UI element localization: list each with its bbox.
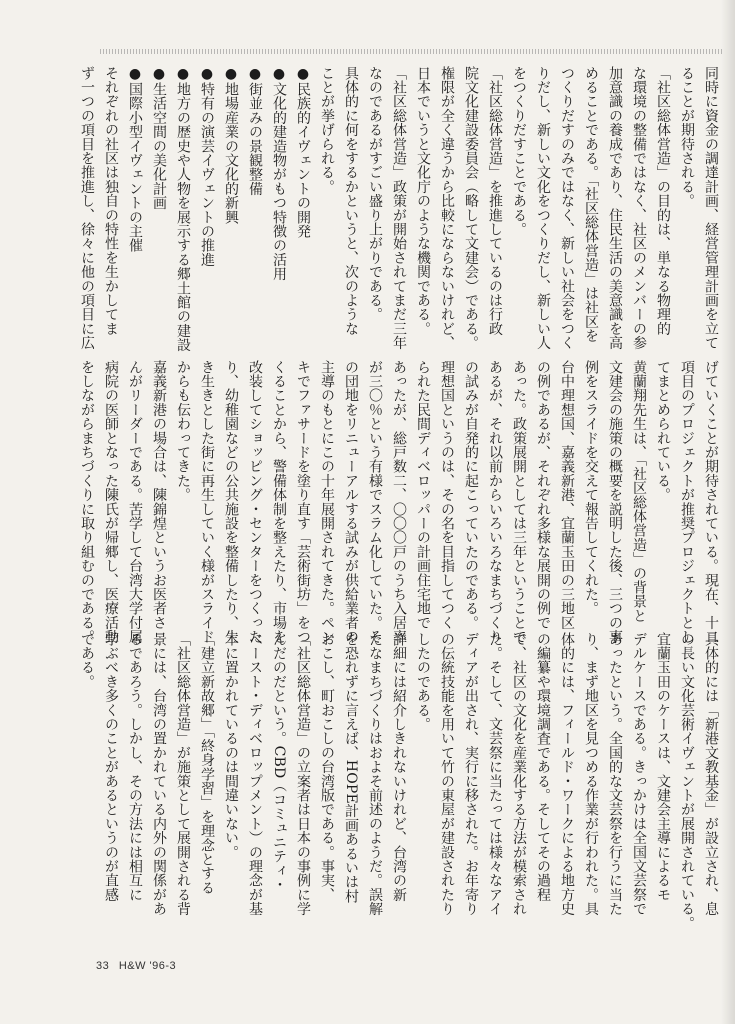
text-line: の伝統技能を用いて竹の東屋が建設されたり — [439, 632, 455, 916]
page-number: 33 — [96, 960, 110, 972]
text-line: つくりだすのみではなく、新しい社会をつく — [559, 66, 575, 350]
text-line: あったが、総戸数二、〇〇〇戸のうち入居率 — [391, 360, 407, 644]
text-line: からも伝わってきた。 — [175, 360, 191, 502]
text-line: 「社区総体営造」を推進しているのは行政 — [487, 66, 503, 336]
text-line: んがリーダーである。苦学して台湾大学付属 — [127, 360, 143, 644]
text-line: 景には、台湾の置かれている内外の関係があ — [151, 632, 167, 916]
text-line: をしながらまちづくりに取り組むのである。 — [79, 360, 95, 644]
text-line: ●文化的建造物がもつ特徴の活用 — [271, 66, 287, 281]
text-line: 項目のプロジェクトが推奨プロジェクトとし — [679, 360, 695, 644]
text-line: り、まず地区を見つめる作業が行われた。具 — [583, 632, 599, 916]
text-line: ベースト・ディベロップメント）の理念が基 — [247, 632, 263, 916]
text-line: んだのだという。CBD（コミュニティ・ — [271, 632, 287, 893]
text-line: げていくことが期待されている。現在、十二 — [703, 360, 719, 644]
header-dotted-rule — [100, 49, 722, 54]
text-line: ることが期待される。 — [679, 66, 695, 208]
text-line: 院文化建設委員会（略して文建会）である。 — [463, 66, 479, 350]
text-line: るであろう。しかし、その方法には相互に — [127, 632, 143, 902]
text-line: ●地場産業の文化的新興 — [223, 66, 239, 225]
text-line: の例であるが、それぞれ多様な展開の例で — [535, 360, 551, 630]
text-line: な環境の整備ではなく、社区のメンバーの参 — [631, 66, 647, 350]
text-line: 加意識の養成であり、住民生活の美意識を高 — [607, 66, 623, 350]
text-line: き生きとした街に再生していく様がスライド — [199, 360, 215, 644]
text-line: ●特有の演芸イヴェントの推進 — [199, 66, 215, 267]
text-line: てまとめられている。 — [655, 360, 671, 502]
text-line: 具体的に何をするかというと、次のような — [343, 66, 359, 336]
text-line: である。 — [79, 632, 95, 689]
text-line: 宜蘭玉田のケースは、文建会主導によるモ — [655, 632, 671, 902]
text-line: あったという。全国的な文芸祭を行うに当た — [607, 632, 623, 916]
text-line: の編纂や環境調査である。そしてその過程 — [535, 632, 551, 902]
text-line: 台中理想国、嘉義新港、宜蘭玉田の三地区 — [559, 360, 575, 630]
text-line: ●民族的イヴェントの開発 — [295, 66, 311, 239]
text-column-upper — [79, 66, 723, 352]
text-line: 改装してショッピング・センターをつくった — [247, 360, 263, 644]
text-line: なのであるがすごい盛り上がりである。 — [367, 66, 383, 322]
text-line: た。そして、文芸祭に当たっては様々なアイ — [487, 632, 503, 916]
text-line: あるが、それ以前からいろいろなまちづくり — [487, 360, 503, 644]
text-line: 黄蘭翔先生は、「社区総体営造」の背景と — [631, 360, 647, 623]
text-line: キでファサードを塗り直す「芸術街坊」をつ — [295, 360, 311, 644]
text-line: の長い文化芸術イヴェントが展開されている。 — [679, 632, 695, 931]
text-line: ことが挙げられる。 — [319, 66, 335, 194]
text-line: 理想国というのは、その名を目指してつく — [439, 360, 455, 630]
text-line: たなまちづくりはおよそ前述のようだ。誤解 — [367, 632, 383, 916]
text-line: ●生活空間の美化計画 — [151, 66, 167, 210]
text-line: りだし、新しい文化をつくりだし、新しい人 — [535, 66, 551, 350]
text-line: それぞれの社区は独自の特性を生かしてま — [103, 66, 119, 336]
text-line: 文建会の施策の概要を説明した後、三つの事 — [607, 360, 623, 644]
text-line: 体的には、フィールド・ワークによる地方史 — [559, 632, 575, 916]
text-line: 「社区総体営造」が施策として展開される背 — [175, 632, 191, 916]
text-line: 例をスライドを交えて報告してくれた。 — [583, 360, 599, 616]
text-line: 「建立新故郷」「終身学習」を理念とする — [199, 632, 215, 895]
text-line: 学ぶべき多くのことがあるというのが直感 — [103, 632, 119, 902]
text-line: を恐れずに言えば、HOPE計画あるいは村 — [343, 632, 359, 904]
text-line: ●国際小型イヴェントの主催 — [127, 66, 143, 253]
text-line: ず一つの項目を推進し、徐々に他の項目に広 — [79, 66, 95, 350]
text-line: 「社区総体営造」の立案者は日本の事例に学 — [295, 632, 311, 916]
text-line: 詳細には紹介しきれないけれど、台湾の新 — [391, 632, 407, 902]
text-line: ●街並みの景観整備 — [247, 66, 263, 196]
text-line: 同時に資金の調達計画、経営管理計画を立て — [703, 66, 719, 350]
text-line: ●地方の歴史や人物を展示する郷土館の建設 — [175, 66, 191, 352]
text-line: 「社区総体営造」の目的は、単なる物理的 — [655, 66, 671, 336]
text-line: デルケースである。きっかけは全国文芸祭で — [631, 632, 647, 916]
text-line: めることである。「社区総体営造」は社区を — [583, 66, 599, 343]
text-line: くることから、警備体制を整えたり、市場を — [271, 360, 287, 644]
text-line: 嘉義新港の場合は、陳錦煌というお医者さ — [151, 360, 167, 630]
text-line: 本に置かれているのは間違いない。 — [223, 632, 239, 860]
text-line: の団地をリニューアルする試みが供給業者の — [343, 360, 359, 644]
text-line: ディアが出され、実行に移された。お年寄り — [463, 632, 479, 916]
text-line: 日本でいうと文化庁のような機関である。 — [415, 66, 431, 336]
publication-label: H&W '96-3 — [118, 960, 177, 972]
text-line: られた民間ディベロッパーの計画住宅地で — [415, 360, 431, 630]
text-line: 「社区総体営造」政策が開始されてまだ三年 — [391, 66, 407, 350]
text-line: 具体的には「新港文教基金」が設立され、息 — [703, 632, 719, 916]
text-line: の試みが自発的に起こっていたのである。 — [463, 360, 479, 630]
text-line: おこし、町おこしの台湾版である。事実、 — [319, 632, 335, 902]
text-column-lower — [79, 632, 723, 931]
page-footer — [96, 960, 182, 972]
text-line: が三〇％という有様でスラム化していた。そ — [367, 360, 383, 644]
text-column-middle — [79, 360, 723, 644]
text-line: あった。政策展開としては三年ということで — [511, 360, 527, 644]
text-line: 権限が全く違うから比較にならないけれど、 — [439, 66, 455, 350]
text-line: で、社区の文化を産業化する方法が模索され — [511, 632, 527, 916]
text-line: したのである。 — [415, 632, 431, 732]
text-line: 主導のもとにこの十年展開されてきた。ペン — [319, 360, 335, 644]
page-edge-shadow — [721, 0, 735, 1024]
text-line: り、幼稚園などの公共施設を整備したり、生 — [223, 360, 239, 644]
text-line: 病院の医師となった陳氏が帰郷し、医療活動 — [103, 360, 119, 644]
text-line: をつくりだすことである。 — [511, 66, 527, 237]
